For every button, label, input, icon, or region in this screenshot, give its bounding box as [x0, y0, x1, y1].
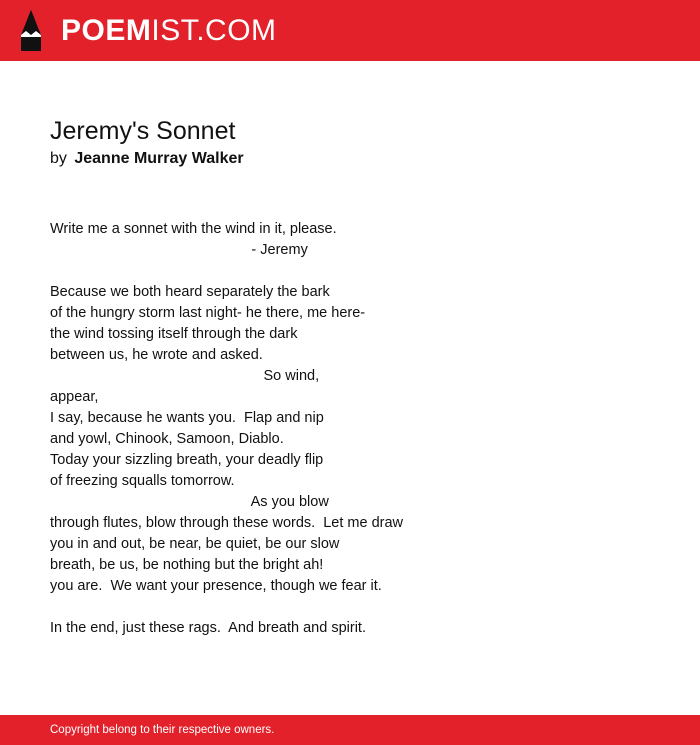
copyright-text: Copyright belong to their respective owners. [50, 724, 275, 736]
poem-line: you are. We want your presence, though we fear it. [50, 578, 382, 594]
pencil-tip-icon [17, 9, 45, 53]
poem-line: Because we both heard separately the bark [50, 284, 330, 300]
by-label: by [50, 150, 67, 167]
site-logo-link[interactable] [17, 8, 277, 54]
poem-line: you in and out, be near, be quiet, be our slow [50, 536, 340, 552]
poem-title: Jeremy's Sonnet [50, 117, 236, 145]
poem-body [50, 219, 610, 639]
poem-line: and yowl, Chinook, Samoon, Diablo. [50, 431, 284, 447]
poem-line: of the hungry storm last night- he there, me here- [50, 305, 366, 321]
poem-line: between us, he wrote and asked. [50, 347, 263, 363]
stanza-break [50, 261, 610, 282]
site-logo-text [61, 16, 277, 46]
poem-line: I say, because he wants you. Flap and nip [50, 410, 324, 426]
poem-line: Today your sizzling breath, your deadly flip [50, 452, 324, 468]
stanza-break [50, 597, 610, 618]
poem-line: Write me a sonnet with the wind in it, please. [50, 221, 337, 237]
site-header [0, 0, 700, 61]
poem-line: As you blow [50, 494, 329, 510]
poem-line: breath, be us, be nothing but the bright ah! [50, 557, 324, 573]
logo-light-text: IST.COM [151, 14, 277, 47]
poem-line: In the end, just these rags. And breath and spirit. [50, 620, 366, 636]
poem-line: of freezing squalls tomorrow. [50, 473, 235, 489]
poem-line: the wind tossing itself through the dark [50, 326, 298, 342]
poem-line: So wind, [50, 368, 320, 384]
logo-strong-text: POEM [61, 14, 152, 47]
poem-line: through flutes, blow through these words. Let me draw [50, 515, 404, 531]
poem-line: - Jeremy [50, 242, 308, 258]
poem-line: appear, [50, 389, 99, 405]
site-footer [0, 715, 700, 745]
byline [50, 149, 244, 169]
author-link[interactable]: Jeanne Murray Walker [74, 150, 244, 167]
